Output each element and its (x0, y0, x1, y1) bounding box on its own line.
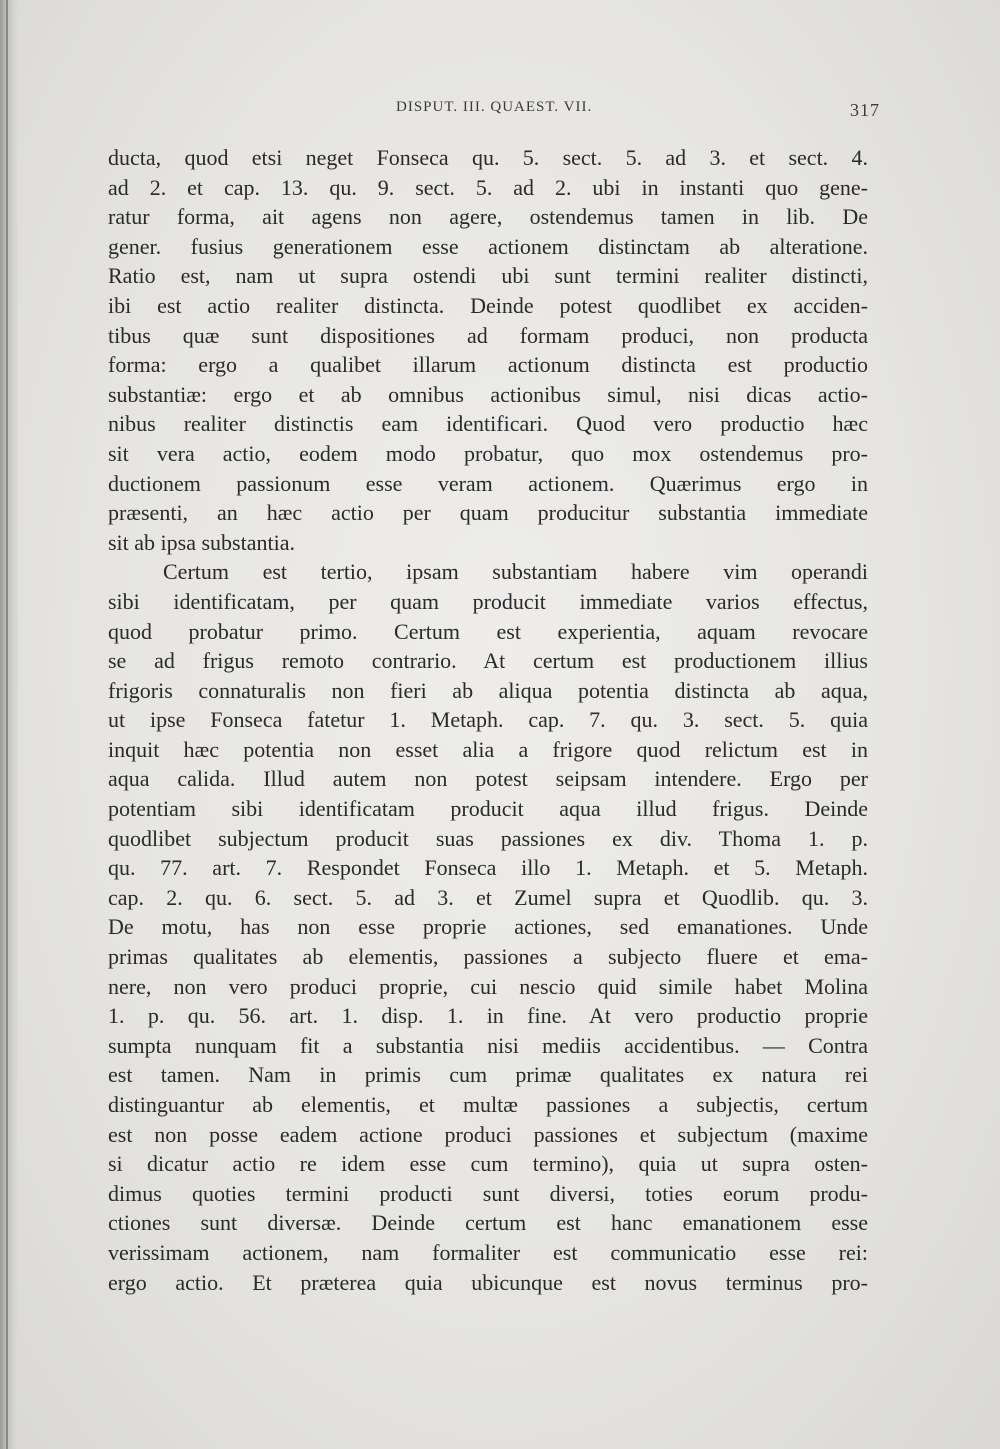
text-line: inquit hæc potentia non esset alia a frigore quod relictum est in (108, 736, 868, 762)
text-line: nibus realiter distinctis eam identificari. Quod vero productio hæc (108, 411, 868, 437)
text-line: cap. 2. qu. 6. sect. 5. ad 3. et Zumel supra et Quodlib. qu. 3. (108, 884, 868, 910)
text-line: ut ipse Fonseca fatetur 1. Metaph. cap. 7. qu. 3. sect. 5. quia (108, 707, 868, 733)
text-line: substantiæ: ergo et ab omnibus actionibus simul, nisi dicas actio- (108, 381, 868, 407)
binding-line (6, 0, 8, 1449)
text-line: est non posse eadem actione produci passiones et subjectum (maxime (108, 1121, 868, 1147)
running-title: DISPUT. III. QUAEST. VII. (396, 99, 593, 115)
text-line: sit vera actio, eodem modo probatur, quo mox ostendemus pro- (108, 440, 868, 466)
text-line: ductionem passionum esse veram actionem. Quærimus ergo in (108, 470, 868, 496)
page-number: 317 (850, 100, 880, 120)
text-line: ctiones sunt diversæ. Deinde certum est hanc emanationem esse (108, 1210, 868, 1236)
text-line: si dicatur actio re idem esse cum termino), quia ut supra osten- (108, 1151, 868, 1177)
text-line: aqua calida. Illud autem non potest seipsam intendere. Ergo per (108, 766, 868, 792)
text-line: ibi est actio realiter distincta. Deinde potest quodlibet ex acciden- (108, 292, 868, 318)
text-line: 1. p. qu. 56. art. 1. disp. 1. in fine. At vero productio proprie (108, 1003, 868, 1029)
text-line: qu. 77. art. 7. Respondet Fonseca illo 1. Metaph. et 5. Metaph. (108, 855, 868, 881)
text-line: ducta, quod etsi neget Fonseca qu. 5. sect. 5. ad 3. et sect. 4. (108, 145, 868, 170)
body-text (108, 143, 868, 1297)
text-line: quodlibet subjectum producit suas passiones ex div. Thoma 1. p. (108, 825, 868, 851)
text-line: ergo actio. Et præterea quia ubicunque est novus terminus pro- (108, 1269, 868, 1295)
text-line: sit ab ipsa substantia. (108, 529, 295, 555)
text-line: frigoris connaturalis non fieri ab aliqua potentia distincta ab aqua, (108, 677, 868, 703)
text-line: verissimam actionem, nam formaliter est communicatio esse rei: (108, 1239, 868, 1265)
running-head (108, 99, 880, 129)
text-line: sibi identificatam, per quam producit immediate varios effectus, (108, 588, 868, 614)
text-line: tibus quæ sunt dispositiones ad formam produci, non producta (108, 322, 868, 348)
text-line: ad 2. et cap. 13. qu. 9. sect. 5. ad 2. ubi in instanti quo gene- (108, 174, 868, 200)
text-line: potentiam sibi identificatam producit aqua illud frigus. Deinde (108, 796, 868, 822)
text-line: dimus quoties termini producti sunt diversi, toties eorum produ- (108, 1180, 868, 1206)
text-line: De motu, has non esse proprie actiones, sed emanationes. Unde (108, 914, 868, 940)
text-line: quod probatur primo. Certum est experientia, aquam revocare (108, 618, 868, 644)
text-line: Ratio est, nam ut supra ostendi ubi sunt termini realiter distincti, (108, 263, 868, 289)
text-line: sumpta nunquam fit a substantia nisi mediis accidentibus. — Contra (108, 1032, 868, 1058)
text-line: nere, non vero produci proprie, cui nescio quid simile habet Molina (108, 973, 868, 999)
text-line: forma: ergo a qualibet illarum actionum distincta est productio (108, 352, 868, 378)
binding-edge (0, 0, 18, 1449)
text-line: primas qualitates ab elementis, passiones a subjecto fluere et ema- (108, 944, 868, 970)
text-line: ratur forma, ait agens non agere, ostendemus tamen in lib. De (108, 204, 868, 230)
text-line: distinguantur ab elementis, et multæ passiones a subjectis, certum (108, 1092, 868, 1117)
text-line: præsenti, an hæc actio per quam producitur substantia immediate (108, 500, 868, 526)
text-line: gener. fusius generationem esse actionem distinctam ab alteratione. (108, 233, 868, 259)
text-line: est tamen. Nam in primis cum primæ qualitates ex natura rei (108, 1062, 868, 1088)
text-line: Certum est tertio, ipsam substantiam habere vim operandi (163, 559, 868, 585)
text-line: se ad frigus remoto contrario. At certum est productionem illius (108, 648, 868, 674)
